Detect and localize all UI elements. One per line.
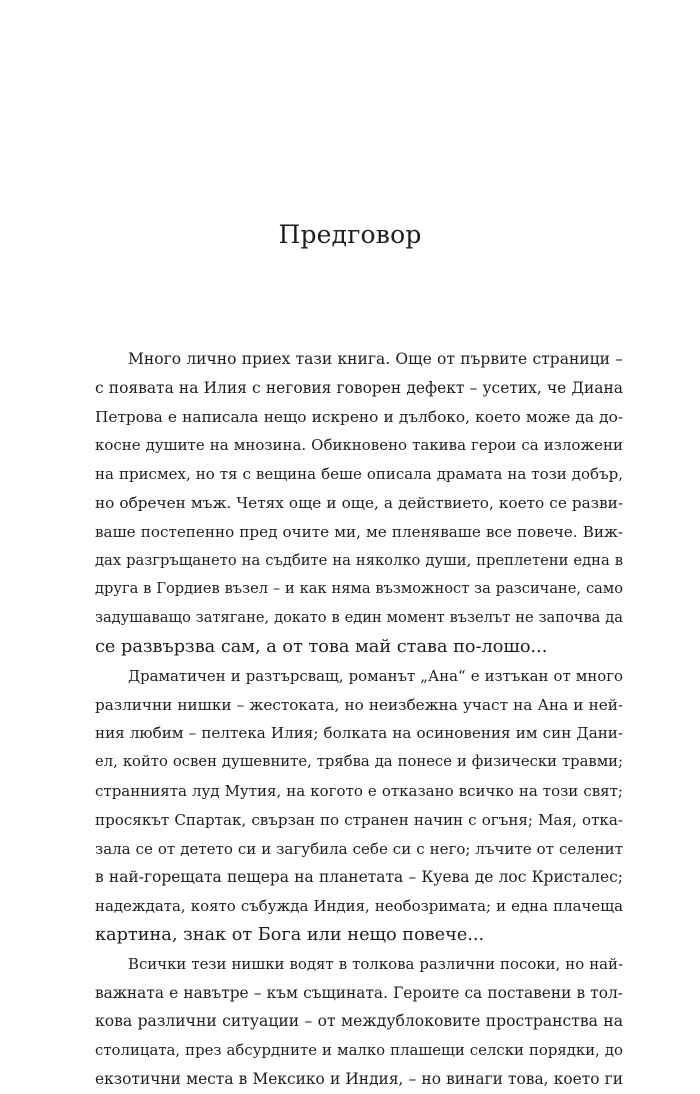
- text-line: Петрова е написала нещо искрено и дълбоко, което може да до-: [95, 407, 623, 426]
- body-text: [95, 345, 623, 1094]
- text-line: Драматичен и разтърсващ, романът „Ана“ е изтъкан от много: [128, 666, 623, 685]
- text-line: Много лично приех тази книга. Още от първите страници –: [128, 350, 623, 368]
- text-line: различни нишки – жестоката, но неизбежна участ на Ана и ней-: [95, 695, 623, 714]
- text-line: на присмех, но тя с вещина беше описала драмата на този добър,: [95, 465, 623, 484]
- text-line: надеждата, която събужда Индия, необозримата; и една плачеща: [95, 897, 623, 916]
- text-line: зала се от детето си и загубила себе си с него; лъчите от селенит: [95, 839, 623, 858]
- text-line: дах разгръщането на съдбите на няколко души, преплетени една в: [95, 551, 623, 569]
- paragraph: [95, 662, 623, 950]
- text-line: друга в Гордиев възел – и как няма възможност за разсичане, само: [95, 580, 623, 598]
- paragraph: [95, 950, 623, 1094]
- chapter-title: Предговор: [278, 220, 422, 249]
- text-line: задушаващо затягане, докато в един момент възелът не започва да: [95, 609, 623, 627]
- text-line: се развързва сам, а от това май става по-лошо...: [95, 636, 548, 657]
- text-line: Всички тези нишки водят в толкова различни посоки, но най-: [128, 954, 623, 973]
- text-line: ния любим – пелтека Илия; болката на осиновения им син Дани-: [95, 724, 623, 743]
- text-line: просякът Спартак, свързан по странен начин с огъня; Мая, отка-: [95, 810, 623, 829]
- text-line: страннията луд Мутия, на когото е отказано всичко на този свят;: [95, 781, 623, 800]
- text-line: в най-горещата пещера на планетата – Куева де лос Кристалес;: [95, 868, 623, 887]
- text-line: екзотични места в Мексико и Индия, – но винаги това, което ги: [95, 1069, 623, 1088]
- text-line: кова различни ситуации – от междублоковите пространства на: [95, 1012, 623, 1031]
- text-line: картина, знак от Бога или нещо повече...: [95, 924, 485, 945]
- text-line: столицата, през абсурдните и малко плашещи селски порядки, до: [95, 1041, 623, 1060]
- text-line: ваше постепенно пред очите ми, ме пленяваше все повече. Виж-: [95, 522, 623, 541]
- paragraph: [95, 345, 623, 662]
- text-line: с появата на Илия с неговия говорен дефект – усетих, че Диана: [95, 378, 623, 397]
- text-line: ел, който освен душевните, трябва да понесе и физически травми;: [95, 753, 623, 771]
- text-line: косне душите на мнозина. Обикновено такива герои са изложени: [95, 436, 623, 455]
- text-line: важната е навътре – към същината. Героите са поставени в тол-: [95, 983, 623, 1002]
- text-line: но обречен мъж. Четях още и още, а действието, което се разви-: [95, 493, 623, 512]
